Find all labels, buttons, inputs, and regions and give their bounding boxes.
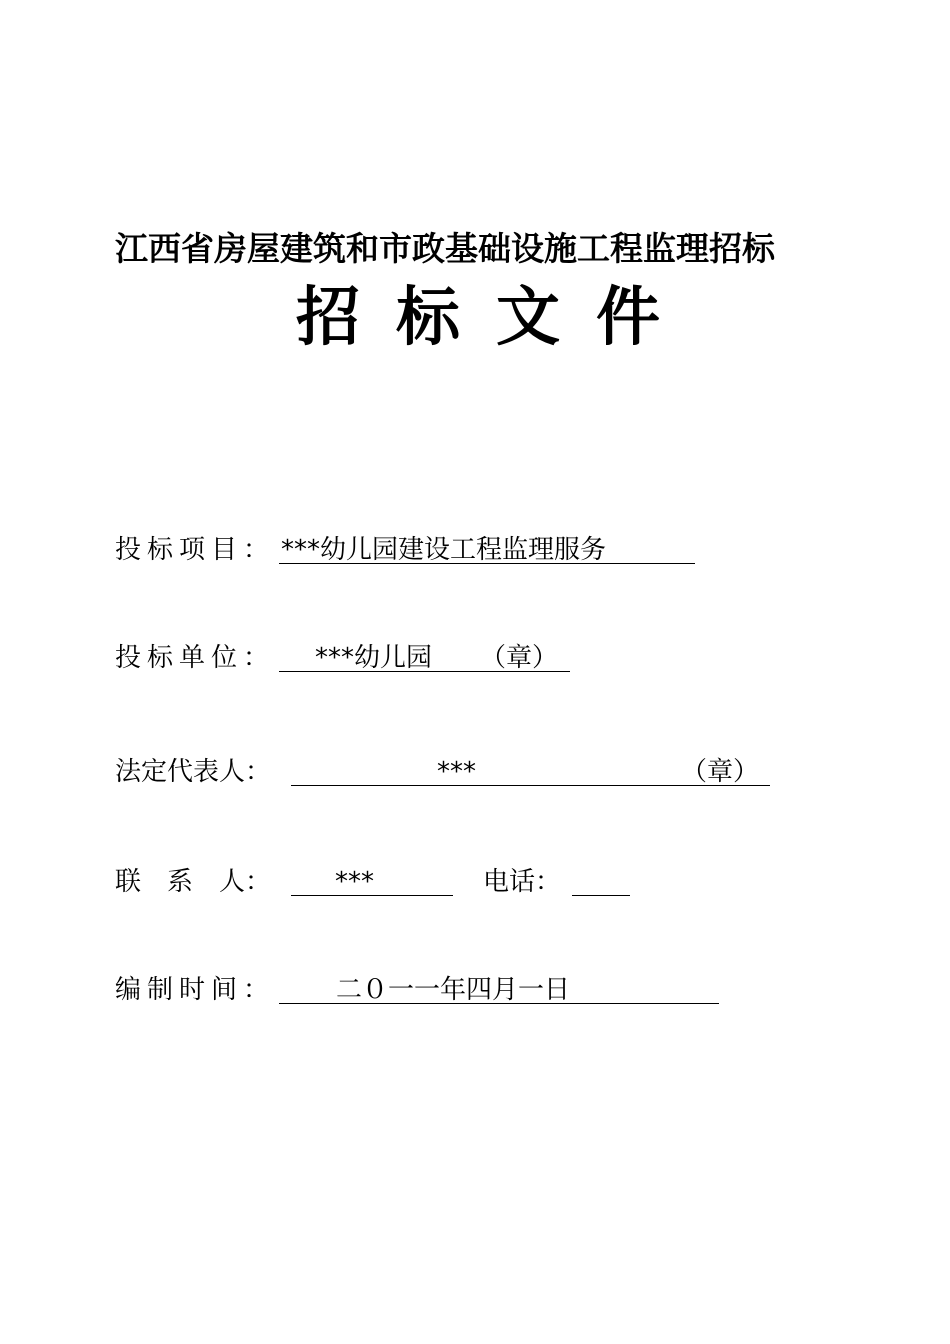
- field-label: 投标单位：: [115, 643, 276, 673]
- document-subtitle: 江西省房屋建筑和市政基础设施工程监理招标: [115, 229, 775, 268]
- field-contact: [115, 862, 735, 902]
- contact-value: ***: [335, 867, 374, 897]
- title-char: 件: [596, 280, 660, 355]
- legal-rep-value: ***: [437, 757, 476, 787]
- field-legal-rep: [115, 752, 815, 792]
- field-unit: [115, 638, 715, 678]
- field-project: [115, 530, 715, 570]
- title-char: 招: [296, 280, 360, 355]
- seal-marker: （章）: [480, 643, 559, 673]
- seal-marker: （章）: [681, 757, 760, 787]
- field-label: 法定代表人：: [115, 757, 272, 787]
- unit-value: ***幼儿园: [315, 643, 433, 673]
- field-label: 编制时间：: [115, 975, 276, 1005]
- date-value: 二０一一年四月一日: [336, 975, 571, 1005]
- document-title: [296, 280, 696, 356]
- phone-label: 电话：: [483, 867, 562, 897]
- phone-underline: [572, 895, 630, 896]
- field-label: 投标项目：: [115, 535, 276, 565]
- field-label: 联 系 人：: [115, 867, 272, 897]
- title-char: 标: [396, 280, 460, 355]
- field-date: [115, 970, 735, 1010]
- project-value: ***幼儿园建设工程监理服务: [281, 535, 607, 565]
- title-char: 文: [496, 280, 560, 355]
